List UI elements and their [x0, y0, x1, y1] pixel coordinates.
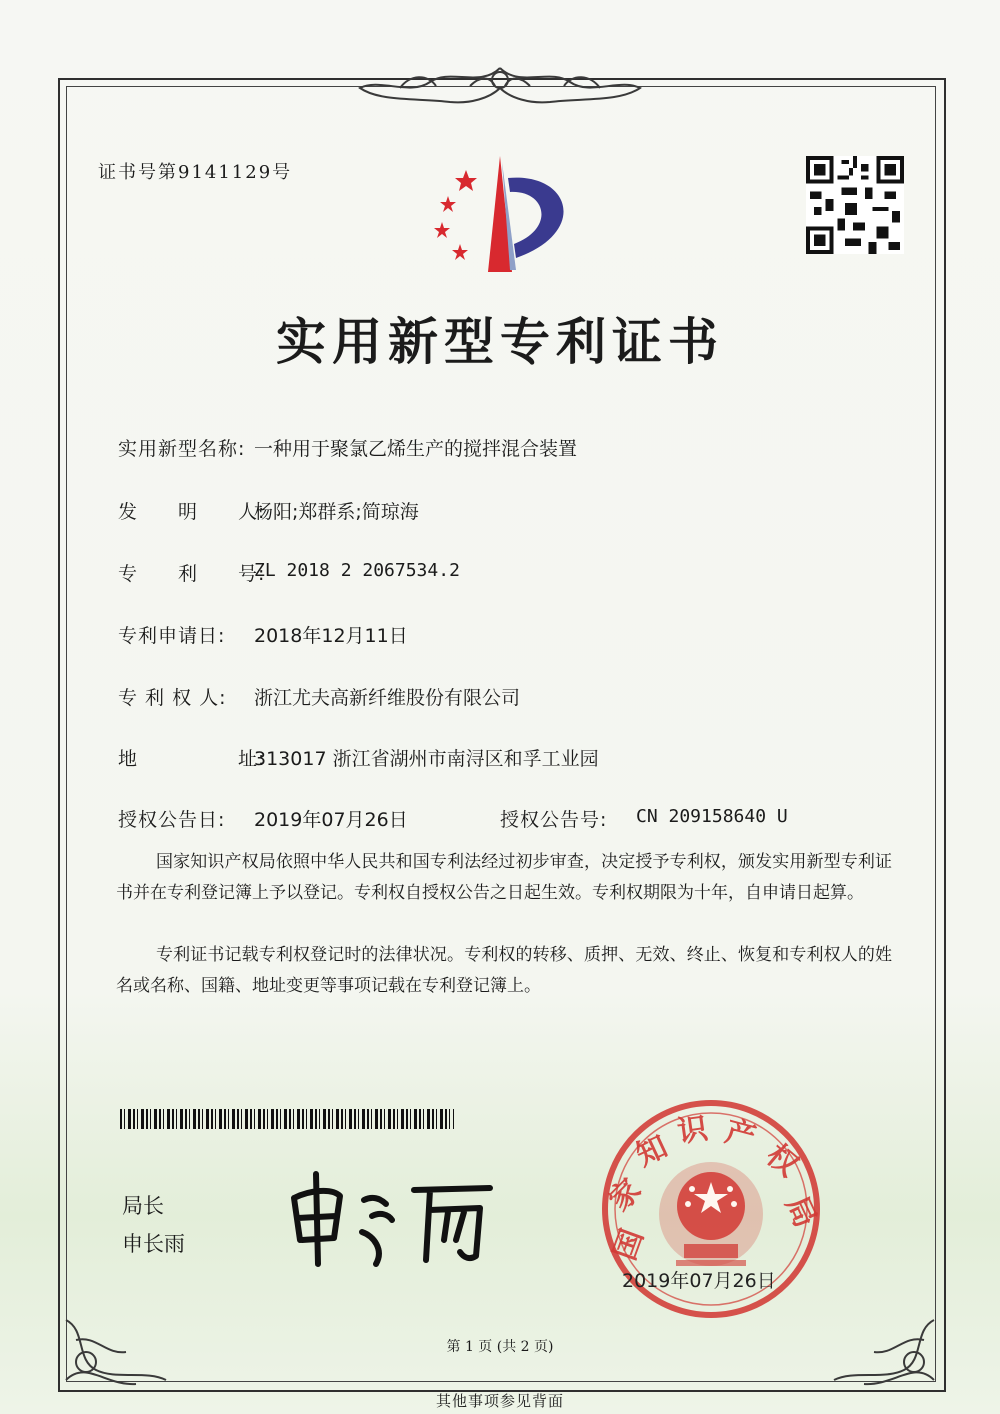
qr-code	[806, 156, 904, 254]
patent-office-logo	[420, 152, 580, 278]
utility-model-name-label: 实用新型名称:	[118, 438, 246, 460]
director-title: 局长	[122, 1194, 164, 1218]
svg-text:产: 产	[721, 1114, 760, 1156]
page-indicator: 第 1 页 (共 2 页)	[446, 1339, 554, 1355]
patent-number-label: 专 利 号:	[118, 563, 266, 585]
legal-paragraph-2: 专利证书记载专利权登记时的法律状况。专利权的转移、质押、无效、终止、恢复和专利权人的姓名或名称、国籍、地址变更等事项记载在专利登记簿上。	[116, 945, 892, 996]
top-ornament	[340, 58, 660, 116]
patent-holder-value: 浙江尤夫高新纤维股份有限公司	[254, 687, 521, 709]
barcode	[120, 1109, 454, 1129]
director-name: 申长雨	[122, 1232, 185, 1256]
svg-text:识: 识	[675, 1111, 710, 1151]
certificate-number: 证书号第9141129号	[98, 162, 293, 183]
certificate-title: 实用新型专利证书	[276, 313, 724, 371]
application-date-label: 专利申请日:	[118, 625, 226, 647]
seal-date: 2019年07月26日	[622, 1270, 776, 1292]
grant-date-label: 授权公告日:	[118, 809, 226, 831]
svg-text:家: 家	[602, 1172, 649, 1219]
address-value: 313017 浙江省湖州市南浔区和孚工业园	[254, 748, 599, 770]
svg-text:国: 国	[607, 1224, 651, 1265]
svg-text:知: 知	[630, 1129, 673, 1174]
back-side-note: 其他事项参见背面	[435, 1392, 564, 1410]
inventor-value: 杨阳;郑群系;简琼海	[254, 501, 419, 523]
svg-text:局: 局	[778, 1190, 823, 1233]
grant-number-label: 授权公告号:	[500, 809, 608, 831]
application-date-value: 2018年12月11日	[254, 625, 408, 647]
svg-text:权: 权	[759, 1137, 805, 1184]
patent-number-value: ZL 2018 2 2067534.2	[254, 560, 460, 581]
utility-model-name-value: 一种用于聚氯乙烯生产的搅拌混合装置	[254, 438, 578, 460]
patent-holder-label: 专 利 权 人:	[118, 687, 227, 709]
director-signature	[280, 1160, 510, 1270]
grant-date-value: 2019年07月26日	[254, 809, 408, 831]
inventor-label: 发 明 人:	[118, 501, 266, 523]
legal-paragraph-1: 国家知识产权局依照中华人民共和国专利法经过初步审查，决定授予专利权，颁发实用新型专利证书并在专利登记簿上予以登记。专利权自授权公告之日起生效。专利权期限为十年，自申请日起算。	[116, 852, 892, 903]
address-label: 地 址:	[118, 748, 266, 770]
grant-number-value: CN 209158640 U	[636, 806, 788, 827]
